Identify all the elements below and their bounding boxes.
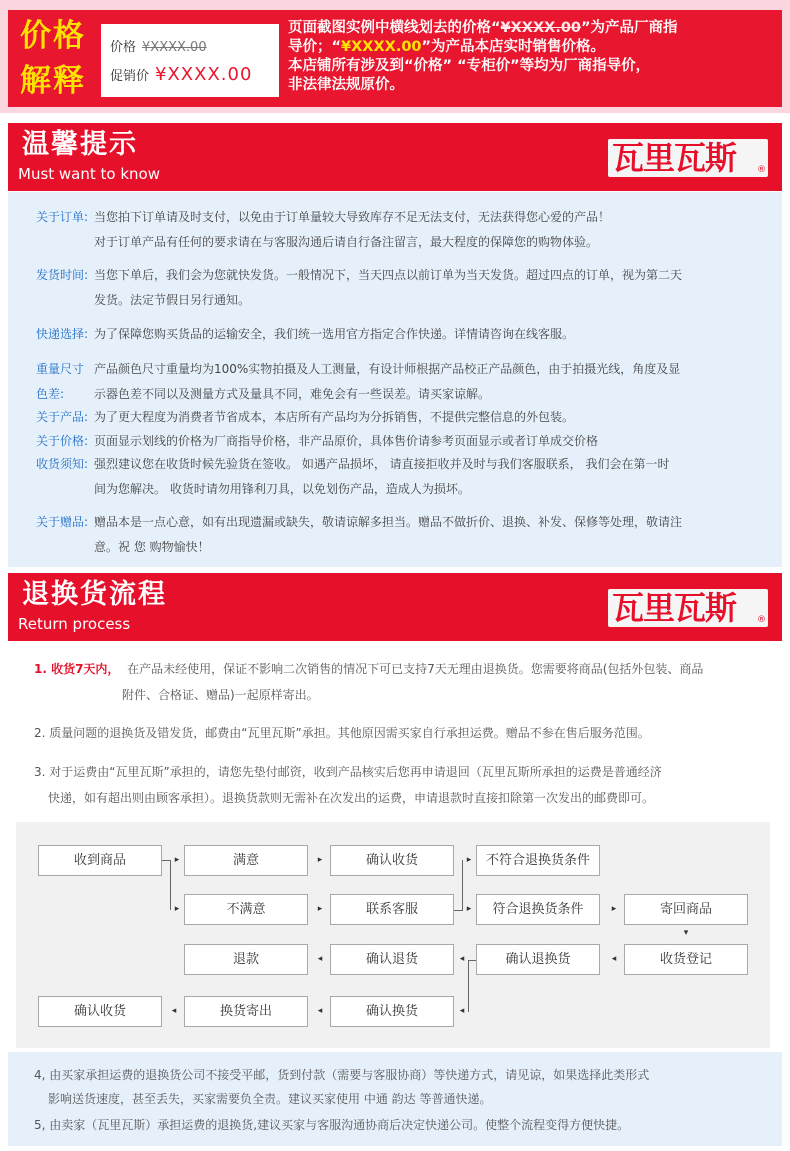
- registered-mark: ®: [757, 165, 766, 175]
- flow-step-not-eligible: 不符合退换货条件: [476, 845, 600, 876]
- arrow-down-icon: ▾: [683, 928, 689, 938]
- return-policy-1: [34, 660, 764, 712]
- price-title-line1: 价格: [20, 18, 86, 54]
- notice-line: 间为您解决。 收货时请勿用锋利刀具，以免划伤产品，造成人为损坏。: [94, 482, 470, 496]
- return-policy-1-line1: 在产品未经使用，保证不影响二次销售的情况下可已支持7天无理由退换货。您需要将商品(包括外包装、商品: [127, 662, 704, 676]
- notice-line: 赠品本是一点心意，如有出现遗漏或缺失，敬请谅解多担当。赠品不做折价、退换、补发、保修等处理，敬请注: [94, 515, 683, 529]
- return-policy-2-line: 2. 质量问题的退换货及错发货，邮费由“瓦里瓦斯”承担。其他原因需买家自行承担运费。赠品不参在售后服务范围。: [34, 726, 650, 740]
- return-policy-3-line2: 快递，如有超出则由顾客承担）。退换货款则无需补在次发出的运费，申请退款时直接扣除第一次发出的邮费即可。: [48, 791, 655, 805]
- arrow-left-icon: ◂: [171, 1006, 177, 1016]
- flow-connector: [462, 860, 463, 911]
- return-note-4-line2: 影响送货速度，甚至丢失，买家需要负全责。建议买家使用 中通 韵达 等普通快递。: [48, 1092, 492, 1106]
- notice-subtitle: Must want to know: [18, 165, 160, 183]
- arrow-left-icon: ◂: [317, 954, 323, 964]
- price-explanation-text: [288, 19, 778, 95]
- return-process-header: [8, 573, 782, 641]
- notice-label: 关于赠品:: [36, 515, 89, 529]
- price-explanation-banner: [0, 0, 790, 113]
- brand-logo-text: 瓦里瓦斯: [612, 139, 737, 177]
- flow-step-confirm-return-exchange: 确认退换货: [476, 944, 600, 975]
- arrow-right-icon: ▸: [174, 904, 180, 914]
- flow-step-confirm-exchange: 确认换货: [330, 996, 454, 1027]
- flow-step-register-receipt: 收货登记: [624, 944, 748, 975]
- notice-header: [8, 123, 782, 191]
- brand-logo: [608, 589, 768, 627]
- notice-text: [94, 455, 754, 505]
- arrow-right-icon: ▸: [466, 904, 472, 914]
- flow-connector: [468, 960, 476, 961]
- list-price-row: [110, 36, 207, 55]
- flow-step-receive: 收到商品: [38, 845, 162, 876]
- notice-text: [94, 432, 754, 457]
- return-policy-3: [34, 763, 764, 815]
- notice-label: 收货须知:: [36, 457, 89, 471]
- flow-connector: [162, 860, 170, 861]
- promo-price-value: ¥XXXX.00: [155, 64, 253, 85]
- promo-price-row: [110, 64, 252, 85]
- notice-label: 关于产品:: [36, 410, 89, 424]
- arrow-right-icon: ▸: [174, 855, 180, 865]
- return-policy-1-line2: 附件、合格证、赠品)一起原样寄出。: [122, 688, 319, 702]
- arrow-left-icon: ◂: [611, 954, 617, 964]
- price-explanation-panel: [8, 10, 782, 107]
- notice-label-line: 重量尺寸: [36, 362, 85, 376]
- notice-line: 产品颜色尺寸重量均为100%实物拍摄及人工测量，有设计师根据产品校正产品颜色，由于拍摄光线，角度及显: [94, 362, 681, 376]
- notice-line: 为了保障您购买货品的运输安全，我们统一选用官方指定合作快递。详情请咨询在线客服。: [94, 327, 575, 341]
- brand-logo: [608, 139, 768, 177]
- notice-text: [94, 408, 754, 433]
- notice-line: 对于订单产品有任何的要求请在与客服沟通后请自行备注留言，最大程度的保障您的购物体验。: [94, 235, 599, 249]
- flow-connector: [454, 910, 462, 911]
- flow-step-send-back: 寄回商品: [624, 894, 748, 925]
- return-process-subtitle: Return process: [18, 615, 131, 633]
- return-policy-2: [34, 724, 764, 750]
- flow-connector: [468, 960, 469, 1012]
- flow-step-confirm-receipt: 确认收货: [330, 845, 454, 876]
- return-note-4-line1: 4, 由买家承担运费的退换货公司不接受平邮，货到付款（需要与客服协商）等快递方式，请见谅，如果选择此类形式: [34, 1068, 650, 1082]
- notice-text: [94, 325, 754, 350]
- return-policy-1-highlight: 1. 收货7天内，: [34, 662, 120, 676]
- arrow-left-icon: ◂: [317, 1006, 323, 1016]
- registered-mark: ®: [757, 615, 766, 625]
- arrow-right-icon: ▸: [317, 904, 323, 914]
- arrow-right-icon: ▸: [466, 855, 472, 865]
- price-text-l1-strike: ¥XXXX.00: [500, 20, 582, 36]
- notice-label: 关于价格:: [36, 434, 89, 448]
- flow-connector: [170, 860, 171, 910]
- flow-step-eligible: 符合退换货条件: [476, 894, 600, 925]
- arrow-right-icon: ▸: [611, 904, 617, 914]
- price-text-l2-yellow: ¥XXXX.00: [341, 39, 422, 55]
- return-notes: [8, 1052, 782, 1146]
- return-process-title: 退换货流程: [22, 579, 167, 610]
- flow-step-unsatisfied: 不满意: [184, 894, 308, 925]
- notice-text: [94, 513, 754, 563]
- arrow-left-icon: ◂: [459, 1006, 465, 1016]
- brand-logo-text: 瓦里瓦斯: [612, 589, 737, 627]
- price-text-l1b: ”为产品厂商指: [581, 20, 678, 36]
- arrow-right-icon: ▸: [317, 855, 323, 865]
- arrow-left-icon: ◂: [459, 954, 465, 964]
- flow-step-confirm-receipt-final: 确认收货: [38, 996, 162, 1027]
- notice-label: 发货时间:: [36, 268, 89, 282]
- notice-line: 页面显示划线的价格为厂商指导价格，非产品原价，具体售价请参考页面显示或者订单成交价格: [94, 434, 599, 448]
- notice-line: 意。祝 您 购物愉快！: [94, 540, 210, 554]
- notice-label: 关于订单:: [36, 210, 89, 224]
- price-text-l2a: 导价；“: [288, 39, 342, 55]
- return-note-5-line: 5, 由卖家（瓦里瓦斯）承担运费的退换货,建议买家与客服沟通协商后决定快递公司。使整个流程变得方便快捷。: [34, 1118, 630, 1132]
- notice-text: [94, 208, 754, 258]
- notice-label: 快递选择:: [36, 327, 89, 341]
- price-text-l3: 本店铺所有涉及到“价格” “专柜价”等均为厂商指导价，: [288, 58, 651, 74]
- flow-step-refund: 退款: [184, 944, 308, 975]
- return-note-5: [34, 1116, 774, 1140]
- return-policy-3-line1: 3. 对于运费由“瓦里瓦斯”承担的，请您先垫付邮资，收到产品核实后您再申请退回（瓦里瓦斯所承担的运费是普通经济: [34, 765, 662, 779]
- list-price-value: ¥XXXX.00: [142, 40, 207, 55]
- flow-step-confirm-return: 确认退货: [330, 944, 454, 975]
- flow-step-satisfied: 满意: [184, 845, 308, 876]
- flow-step-exchange-ship: 换货寄出: [184, 996, 308, 1027]
- return-flowchart: [16, 822, 770, 1048]
- notice-line: 为了更大程度为消费者节省成本，本店所有产品均为分拆销售，不提供完整信息的外包装。: [94, 410, 575, 424]
- notice-line: 当您拍下订单请及时支付，以免由于订单量较大导致库存不足无法支付，无法获得您心爱的产品！: [94, 210, 611, 224]
- notice-text: [94, 360, 754, 410]
- return-note-4: [34, 1066, 774, 1114]
- promo-price-label: 促销价: [110, 69, 150, 84]
- list-price-label: 价格: [110, 40, 137, 55]
- notice-content: [8, 192, 782, 567]
- notice-line: 发货。法定节假日另行通知。: [94, 293, 251, 307]
- notice-label: [36, 360, 84, 410]
- price-text-l1a: 页面截图实例中横线划去的价格“: [288, 20, 501, 36]
- price-text-l2b: ”为产品本店实时销售价格。: [421, 39, 606, 55]
- notice-line: 当您下单后，我们会为您就快发货。一般情况下，当天四点以前订单为当天发货。超过四点的订单，视为第二天: [94, 268, 683, 282]
- price-example-box: [101, 24, 279, 97]
- notice-line: 示器色差不同以及测量方式及量具不同，难免会有一些误差。请买家谅解。: [94, 387, 491, 401]
- price-text-l4: 非法律法规原价。: [288, 77, 404, 93]
- notice-label-line: 色差:: [36, 387, 65, 401]
- price-title-line2: 解释: [20, 63, 86, 99]
- flow-step-contact-cs: 联系客服: [330, 894, 454, 925]
- notice-line: 强烈建议您在收货时候先验货在签收。 如遇产品损坏， 请直接拒收并及时与我们客服联系， 我们会在第一时: [94, 457, 670, 471]
- notice-title: 温馨提示: [22, 129, 138, 160]
- notice-text: [94, 266, 754, 316]
